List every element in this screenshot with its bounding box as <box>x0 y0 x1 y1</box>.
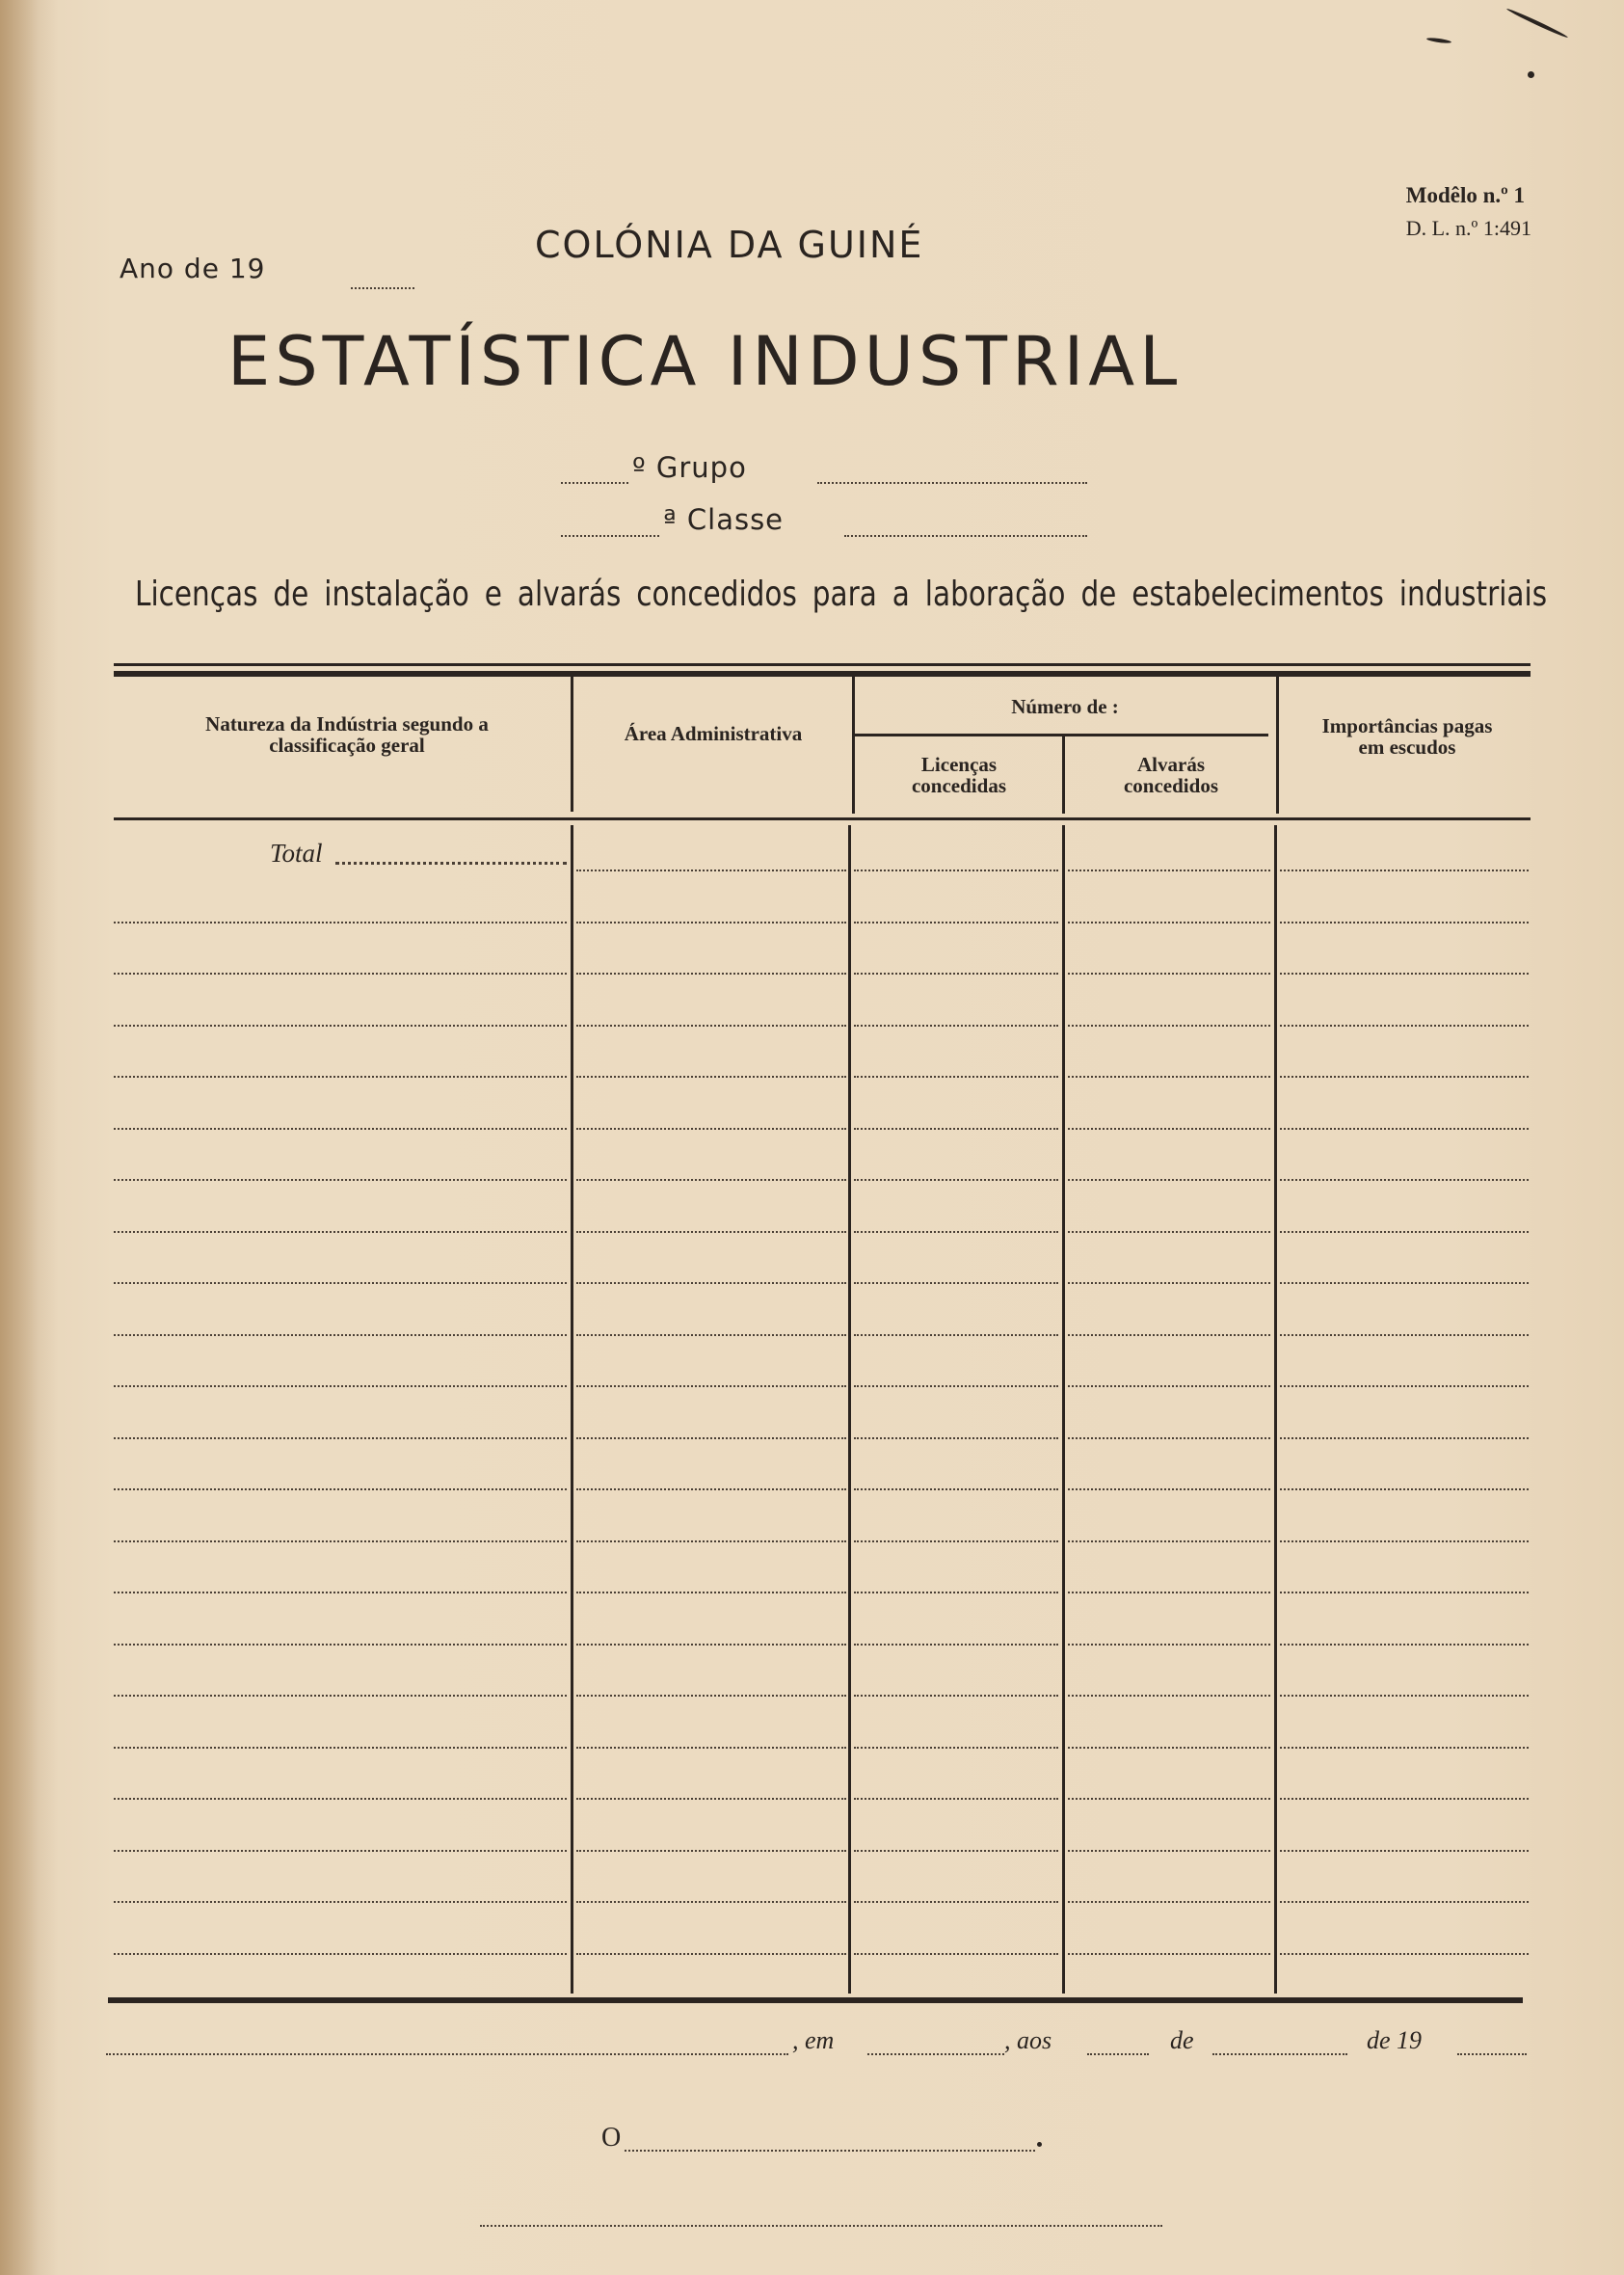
ink-mark <box>1505 7 1568 39</box>
table-cell-line[interactable] <box>1280 1850 1529 1852</box>
table-cell-line[interactable] <box>576 973 846 975</box>
page-title: ESTATÍSTICA INDUSTRIAL <box>227 322 1183 401</box>
table-cell-line[interactable] <box>576 1798 846 1800</box>
signatory-label: O <box>601 2123 622 2153</box>
table-cell-line[interactable] <box>576 1747 846 1749</box>
table-cell-line[interactable] <box>576 1076 846 1078</box>
table-cell-line[interactable] <box>114 1128 567 1130</box>
table-cell-line[interactable] <box>1280 1592 1529 1593</box>
table-cell-line[interactable] <box>576 1695 846 1697</box>
ink-mark <box>1426 37 1451 44</box>
table-cell-line[interactable] <box>576 1282 846 1284</box>
day-blank[interactable] <box>1087 2053 1149 2055</box>
paper-fold-shadow <box>0 0 58 2275</box>
table-cell-line[interactable] <box>854 1798 1058 1800</box>
column-divider <box>1062 825 1065 1994</box>
column-divider <box>571 825 573 1994</box>
table-cell-line[interactable] <box>114 1953 567 1955</box>
table-cell-line[interactable] <box>1068 1695 1270 1697</box>
table-cell-line[interactable] <box>114 1540 567 1542</box>
table-cell-line[interactable] <box>854 870 1058 871</box>
table-cell-line[interactable] <box>854 973 1058 975</box>
table-cell-line[interactable] <box>576 1025 846 1027</box>
table-cell-line[interactable] <box>1280 1798 1529 1800</box>
table-cell-line[interactable] <box>114 1798 567 1800</box>
table-cell-line[interactable] <box>854 1488 1058 1490</box>
table-cell-line[interactable] <box>576 1334 846 1336</box>
table-cell-line[interactable] <box>576 1437 846 1439</box>
table-cell-line[interactable] <box>854 1385 1058 1387</box>
col-header-numero: Número de : <box>1011 695 1119 718</box>
grupo-name-blank[interactable] <box>817 482 1087 484</box>
header-divider <box>852 677 855 814</box>
table-cell-line[interactable] <box>854 1025 1058 1027</box>
table-cell-line[interactable] <box>114 1385 567 1387</box>
table-cell-line[interactable] <box>576 1179 846 1181</box>
year-label: Ano de 19 <box>120 253 266 284</box>
table-cell-line[interactable] <box>854 1128 1058 1130</box>
table-cell-line[interactable] <box>576 1901 846 1903</box>
table-cell-line[interactable] <box>854 922 1058 923</box>
total-leader <box>335 862 567 865</box>
table-cell-line[interactable] <box>114 1644 567 1646</box>
signature-blank[interactable] <box>480 2225 1162 2227</box>
table-cell-line[interactable] <box>1068 1747 1270 1749</box>
table-cell-line[interactable] <box>1280 870 1529 871</box>
modelo-label: Modêlo n.º 1 <box>1405 183 1525 207</box>
classe-name-blank[interactable] <box>844 535 1087 537</box>
table-cell-line[interactable] <box>114 1901 567 1903</box>
table-cell-line[interactable] <box>114 973 567 975</box>
grupo-label: º Grupo <box>632 451 747 484</box>
table-cell-line[interactable] <box>1068 1592 1270 1593</box>
table-cell-line[interactable] <box>114 1025 567 1027</box>
decree-label: D. L. n.º 1:491 <box>1405 216 1531 240</box>
col-header-importancias: Importâncias pagas em escudos <box>1321 714 1493 759</box>
table-cell-line[interactable] <box>576 1128 846 1130</box>
table-cell-line[interactable] <box>114 1076 567 1078</box>
grupo-number-blank[interactable] <box>561 482 628 484</box>
table-cell-line[interactable] <box>1068 1901 1270 1903</box>
table-cell-line[interactable] <box>1280 1385 1529 1387</box>
month-blank[interactable] <box>1212 2053 1347 2055</box>
header-bottom-rule <box>114 817 1531 820</box>
table-cell-line[interactable] <box>114 1437 567 1439</box>
local-blank[interactable] <box>867 2053 1004 2055</box>
table-cell-line[interactable] <box>1068 1025 1270 1027</box>
table-cell-line[interactable] <box>1068 922 1270 923</box>
ink-mark <box>1528 71 1534 78</box>
table-cell-line[interactable] <box>1280 1747 1529 1749</box>
table-cell-line[interactable] <box>1280 1953 1529 1955</box>
table-cell-line[interactable] <box>114 922 567 923</box>
table-cell-line[interactable] <box>1280 1540 1529 1542</box>
signatory-title-blank[interactable] <box>625 2150 1035 2152</box>
header-divider <box>1062 736 1065 814</box>
header-divider <box>571 677 573 812</box>
table-cell-line[interactable] <box>576 922 846 923</box>
place-blank[interactable] <box>106 2053 788 2055</box>
table-cell-line[interactable] <box>576 870 846 871</box>
total-label: Total <box>270 839 323 868</box>
col-header-natureza: Natureza da Indústria segundo a classificação geral <box>205 712 489 757</box>
table-cell-line[interactable] <box>1068 1128 1270 1130</box>
table-cell-line[interactable] <box>854 1179 1058 1181</box>
header-divider <box>1276 677 1279 814</box>
table-cell-line[interactable] <box>1068 1179 1270 1181</box>
table-cell-line[interactable] <box>1068 1437 1270 1439</box>
table-cell-line[interactable] <box>854 1334 1058 1336</box>
table-cell-line[interactable] <box>114 1488 567 1490</box>
em-label: , em <box>792 2026 835 2054</box>
table-cell-line[interactable] <box>1068 1282 1270 1284</box>
form-model-number <box>1406 179 1531 245</box>
year-end-blank[interactable] <box>1457 2053 1527 2055</box>
table-cell-line[interactable] <box>114 1231 567 1233</box>
table-cell-line[interactable] <box>1280 1282 1529 1284</box>
numero-rule <box>854 734 1268 736</box>
table-cell-line[interactable] <box>114 1179 567 1181</box>
table-cell-line[interactable] <box>1280 1437 1529 1439</box>
table-cell-line[interactable] <box>1068 1953 1270 1955</box>
table-cell-line[interactable] <box>576 1592 846 1593</box>
table-cell-line[interactable] <box>1280 1231 1529 1233</box>
table-cell-line[interactable] <box>1280 1025 1529 1027</box>
column-divider <box>1274 825 1277 1994</box>
aos-label: , aos <box>1004 2026 1052 2054</box>
table-cell-line[interactable] <box>576 1540 846 1542</box>
column-divider <box>848 825 851 1994</box>
table-cell-line[interactable] <box>854 1695 1058 1697</box>
table-cell-line[interactable] <box>1280 1488 1529 1490</box>
table-top-rule <box>114 663 1531 666</box>
table-cell-line[interactable] <box>576 1385 846 1387</box>
table-cell-line[interactable] <box>1280 1179 1529 1181</box>
table-cell-line[interactable] <box>576 1953 846 1955</box>
table-cell-line[interactable] <box>114 1695 567 1697</box>
de19-label: de 19 <box>1367 2026 1423 2054</box>
table-cell-line[interactable] <box>114 1747 567 1749</box>
table-cell-line[interactable] <box>854 1644 1058 1646</box>
table-cell-line[interactable] <box>576 1850 846 1852</box>
table-cell-line[interactable] <box>1068 1850 1270 1852</box>
table-top-rule-thick <box>114 671 1531 677</box>
table-cell-line[interactable] <box>576 1644 846 1646</box>
table-cell-line[interactable] <box>1280 1644 1529 1646</box>
table-cell-line[interactable] <box>1068 1076 1270 1078</box>
table-cell-line[interactable] <box>854 1540 1058 1542</box>
form-subtitle: Licenças de instalação e alvarás concedidos para a laboração de estabelecimentos industriais <box>135 575 1548 614</box>
table-cell-line[interactable] <box>854 1747 1058 1749</box>
table-cell-line[interactable] <box>1280 1334 1529 1336</box>
table-cell-line[interactable] <box>854 1076 1058 1078</box>
table-cell-line[interactable] <box>1280 973 1529 975</box>
table-cell-line[interactable] <box>1280 1076 1529 1078</box>
table-cell-line[interactable] <box>854 1231 1058 1233</box>
table-cell-line[interactable] <box>854 1901 1058 1903</box>
table-cell-line[interactable] <box>854 1437 1058 1439</box>
table-cell-line[interactable] <box>854 1282 1058 1284</box>
table-cell-line[interactable] <box>114 1334 567 1336</box>
table-cell-line[interactable] <box>1068 1334 1270 1336</box>
col-header-alvaras: Alvarás concedidos <box>1123 753 1218 797</box>
period-mark <box>1037 2142 1042 2147</box>
table-cell-line[interactable] <box>1068 1798 1270 1800</box>
year-blank[interactable] <box>351 287 414 289</box>
de-label: de <box>1170 2026 1194 2054</box>
table-cell-line[interactable] <box>1280 1695 1529 1697</box>
table-cell-line[interactable] <box>576 1488 846 1490</box>
table-cell-line[interactable] <box>114 1592 567 1593</box>
col-header-licencas: Licenças concedidas <box>911 753 1006 797</box>
table-cell-line[interactable] <box>1068 870 1270 871</box>
table-cell-line[interactable] <box>1068 1540 1270 1542</box>
table-cell-line[interactable] <box>114 1282 567 1284</box>
col-header-area: Área Administrativa <box>624 722 803 745</box>
table-cell-line[interactable] <box>1068 1644 1270 1646</box>
classe-label: ª Classe <box>663 503 785 536</box>
table-cell-line[interactable] <box>1068 1488 1270 1490</box>
table-cell-line[interactable] <box>1068 1231 1270 1233</box>
table-cell-line[interactable] <box>854 1953 1058 1955</box>
table-cell-line[interactable] <box>1068 973 1270 975</box>
table-cell-line[interactable] <box>854 1592 1058 1593</box>
table-cell-line[interactable] <box>114 1850 567 1852</box>
table-cell-line[interactable] <box>854 1850 1058 1852</box>
table-cell-line[interactable] <box>1280 1128 1529 1130</box>
table-cell-line[interactable] <box>1068 1385 1270 1387</box>
classe-number-blank[interactable] <box>561 535 659 537</box>
table-cell-line[interactable] <box>1280 1901 1529 1903</box>
table-cell-line[interactable] <box>1280 922 1529 923</box>
colony-heading: COLÓNIA DA GUINÉ <box>535 224 924 266</box>
table-bottom-rule <box>108 1997 1523 2003</box>
table-cell-line[interactable] <box>576 1231 846 1233</box>
